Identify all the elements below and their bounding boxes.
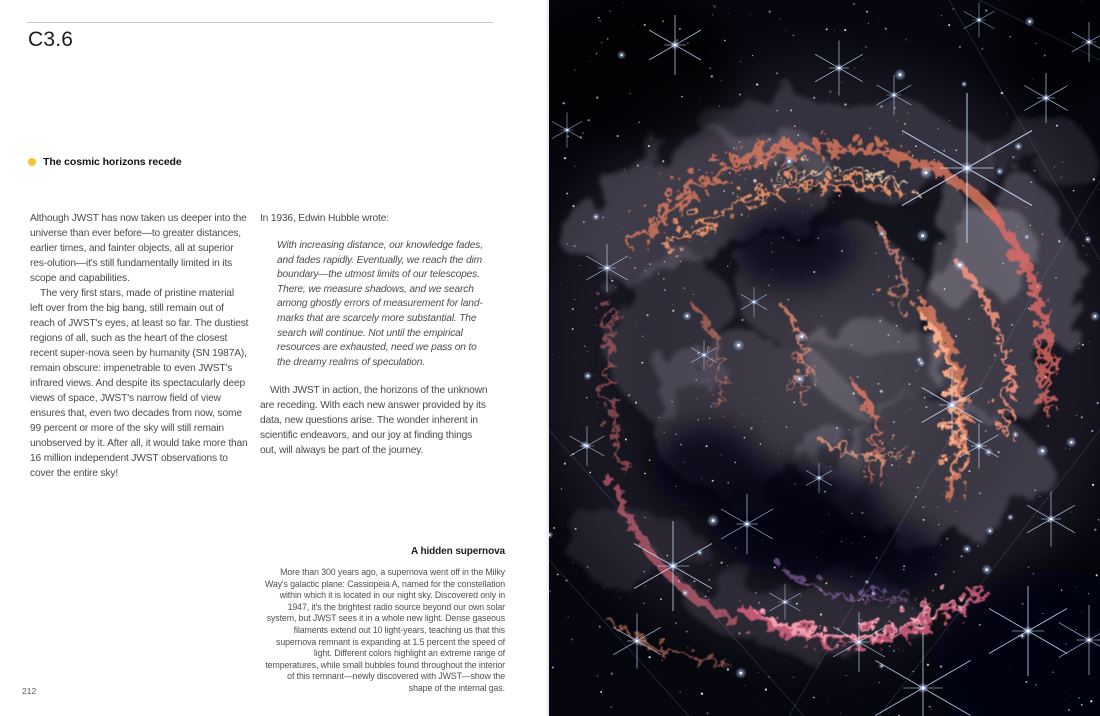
photo-page [549,0,1100,716]
section-number: C3.6 [28,28,74,51]
text-column-2 [260,211,491,458]
blockquote: With increasing distance, our knowledge fades, and fades rapidly. Eventually, we reach the dim boundary—the utmost limits of our telescopes. There, we measure shadows, and we search among ghostly errors of measurement for land-marks that are scarcely more substantial. The search will continue. Not until the empirical resources are exhausted, need we pass on to the dreamy realms of speculation. [277,240,483,368]
body-paragraph: The very first stars, made of pristine material left over from the big bang, still remain out of reach of JWST's eyes, at least so far. The dustiest regions of all, such as the heart of the closest recent super-nova seen by humanity (SN 1987A), remain obscure: impenetrable to even JWST's infrared views. And despite its spectacularly deep views of space, JWST's narrow field of view ensures that, even two decades from now, some 99 percent or more of the sky will still remain unobserved by it. After all, it would take more than 16 million independent JWST observations to cover the entire sky! [30,288,249,479]
header-rule [27,22,493,23]
page-number: 212 [22,686,37,696]
body-paragraph: In 1936, Edwin Hubble wrote: [260,213,389,224]
caption-heading: A hidden supernova [411,546,505,557]
section-kicker [28,156,182,168]
cassiopeia-a-photo [549,0,1100,716]
text-column-1 [30,211,249,481]
photo-caption [263,546,505,695]
bullet-icon [28,158,36,166]
text-page [0,0,549,716]
body-paragraph: Although JWST has now taken us deeper into the universe than ever before—to greater distances, earlier times, and fainter objects, all at superior res-olution—it's still fundamentally limited in its scope and capabilities. [30,213,247,284]
body-paragraph: With JWST in action, the horizons of the unknown are receding. With each new answer provided by its data, new questions arise. The wonder inherent in scientific endeavors, and our joy at finding things out, will always be part of the journey. [260,385,488,457]
caption-text: More than 300 years ago, a supernova went off in the Milky Way's galactic plane: Cassiopeia A, named for the constellation within which it is located in our night sky. Discovered only in 1947, it's the brightest radio source beyond our own solar system, but JWST sees it in a whole new light. Dense gaseous filaments extend out 10 light-years, teaching us that this supernova remnant is expanding at 1.5 percent the speed of light. Different colors highlight an extreme range of temperatures, while small bubbles found throughout the interior of this remnant—newly discovered with JWST—show the shape of the internal gas. [264,567,505,693]
section-title: The cosmic horizons recede [43,156,182,168]
